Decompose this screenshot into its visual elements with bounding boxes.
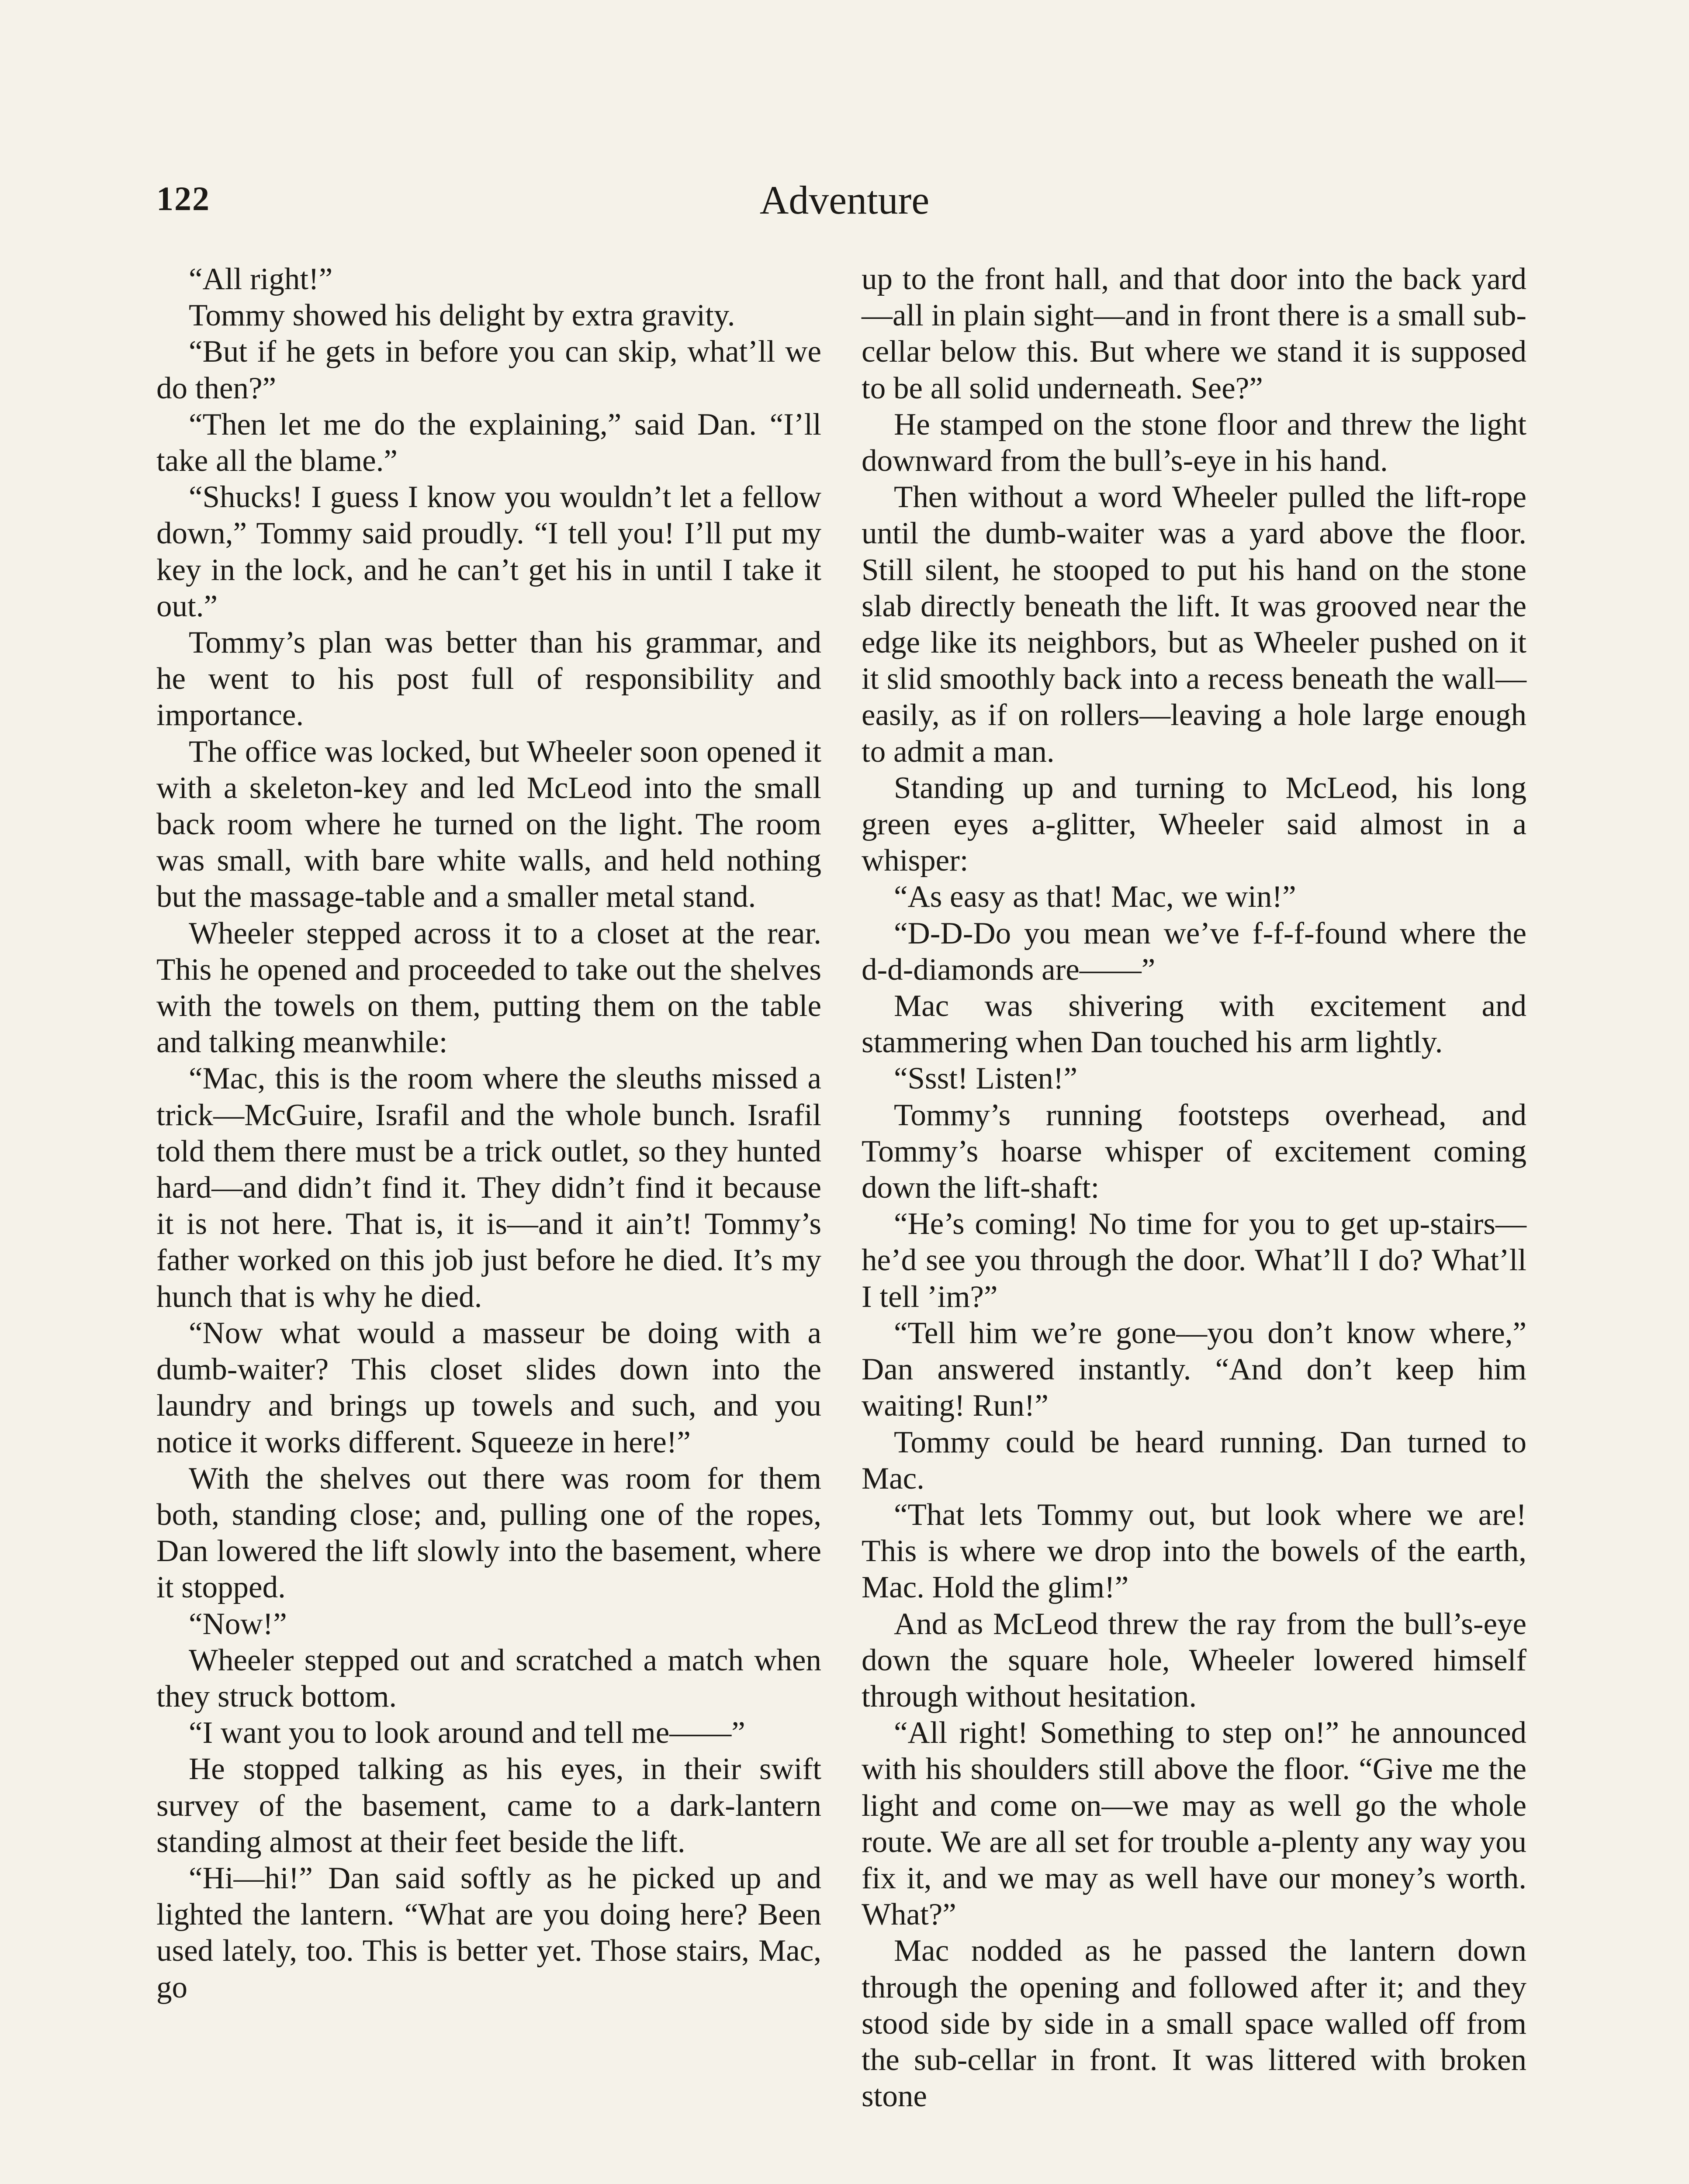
page-number: 122 bbox=[156, 180, 210, 218]
paragraph: “That lets Tommy out, but look where we are! This is where we drop into the bowels of the earth, Mac. Hold the glim!” bbox=[862, 1497, 1526, 1605]
right-column bbox=[862, 261, 1526, 2115]
paragraph: “As easy as that! Mac, we win!” bbox=[894, 880, 1296, 914]
paragraph: “Hi—hi!” Dan said softly as he picked up and lighted the lantern. “What are you doing here? Been used lately, too. This is better yet. Those stairs, Mac, go bbox=[156, 1861, 821, 2004]
paragraph: “Ssst! Listen!” bbox=[894, 1061, 1078, 1096]
paragraph: “All right! Something to step on!” he announced with his shoulders still above the floor. “Give me the light and come on—we may as well go the whole route. We are all set for trouble a-plenty any way you fix it, and we may as well have our money’s worth. What?” bbox=[862, 1716, 1526, 1932]
paragraph: “Then let me do the explaining,” said Dan. “I’ll take all the blame.” bbox=[156, 407, 821, 478]
paragraph: Then without a word Wheeler pulled the lift-rope until the dumb-waiter was a yard above the floor. Still silent, he stooped to put his hand on the stone slab directly beneath the lift. It was grooved near the edge like its neighbors, but as Wheeler pushed on it it slid smoothly back into a recess beneath the wall—easily, as if on rollers—leaving a hole large enough to admit a man. bbox=[862, 480, 1526, 769]
paragraph: Wheeler stepped across it to a closet at the rear. This he opened and proceeded to take out the shelves with the towels on them, putting them on the table and talking meanwhile: bbox=[156, 916, 821, 1060]
paragraph: He stopped talking as his eyes, in their swift survey of the basement, came to a dark-lantern standing almost at their feet beside the lift. bbox=[156, 1752, 821, 1859]
paragraph: Wheeler stepped out and scratched a match when they struck bottom. bbox=[156, 1643, 821, 1714]
paragraph: “But if he gets in before you can skip, what’ll we do then?” bbox=[156, 335, 821, 405]
paragraph: And as McLeod threw the ray from the bull’s-eye down the square hole, Wheeler lowered himself through without hesitation. bbox=[862, 1607, 1526, 1714]
paragraph: He stamped on the stone floor and threw the light downward from the bull’s-eye in his hand. bbox=[862, 407, 1526, 478]
paragraph: “I want you to look around and tell me——” bbox=[189, 1716, 745, 1750]
paragraph: “Mac, this is the room where the sleuths missed a trick—McGuire, Israfil and the whole bunch. Israfil told them there must be a trick outlet, so they hunted hard—and didn’t find it. They didn’t find it because it is not here. That is, it is—and it ain’t! Tommy’s father worked on this job just before he died. It’s my hunch that is why he died. bbox=[156, 1061, 821, 1314]
paragraph: Tommy’s plan was better than his grammar, and he went to his post full of responsibility and importance. bbox=[156, 625, 821, 733]
paragraph: Tommy could be heard running. Dan turned to Mac. bbox=[862, 1425, 1526, 1496]
paragraph: With the shelves out there was room for them both, standing close; and, pulling one of the ropes, Dan lowered the lift slowly into the basement, where it stopped. bbox=[156, 1461, 821, 1605]
paragraph: “Now what would a masseur be doing with a dumb-waiter? This closet slides down into the laundry and brings up towels and such, and you notice it works different. Squeeze in here!” bbox=[156, 1316, 821, 1459]
paragraph: Tommy showed his delight by extra gravity. bbox=[189, 298, 735, 333]
paragraph: “Tell him we’re gone—you don’t know where,” Dan answered instantly. “And don’t keep him waiting! Run!” bbox=[862, 1316, 1526, 1423]
paragraph: “He’s coming! No time for you to get up-stairs—he’d see you through the door. What’ll I do? What’ll I tell ’im?” bbox=[862, 1207, 1526, 1314]
paragraph-continued: up to the front hall, and that door into the back yard—all in plain sight—and in front there is a small sub-cellar below this. But where we stand it is supposed to be all solid underneath. See?” bbox=[862, 262, 1526, 405]
paragraph: The office was locked, but Wheeler soon opened it with a skeleton-key and led McLeod into the small back room where he turned on the light. The room was small, with bare white walls, and held nothing but the massage-table and a smaller metal stand. bbox=[156, 734, 821, 914]
paragraph: “D-D-Do you mean we’ve f-f-f-found where the d-d-diamonds are——” bbox=[862, 916, 1526, 987]
paragraph: “Shucks! I guess I know you wouldn’t let a fellow down,” Tommy said proudly. “I tell you! I’ll put my key in the lock, and he can’t get his in until I take it out.” bbox=[156, 480, 821, 623]
paragraph: “All right!” bbox=[189, 262, 333, 296]
paragraph: Mac nodded as he passed the lantern down through the opening and followed after it; and they stood side by side in a small space walled off from the sub-cellar in front. It was littered with broken stone bbox=[862, 1934, 1526, 2114]
paragraph: “Now!” bbox=[189, 1607, 287, 1641]
paragraph: Mac was shivering with excitement and stammering when Dan touched his arm lightly. bbox=[862, 989, 1526, 1060]
paragraph: Tommy’s running footsteps overhead, and Tommy’s hoarse whisper of excitement coming down the lift-shaft: bbox=[862, 1098, 1526, 1205]
paragraph: Standing up and turning to McLeod, his long green eyes a-glitter, Wheeler said almost in a whisper: bbox=[862, 771, 1526, 878]
left-column bbox=[156, 261, 821, 2006]
running-head: Adventure bbox=[759, 178, 930, 222]
